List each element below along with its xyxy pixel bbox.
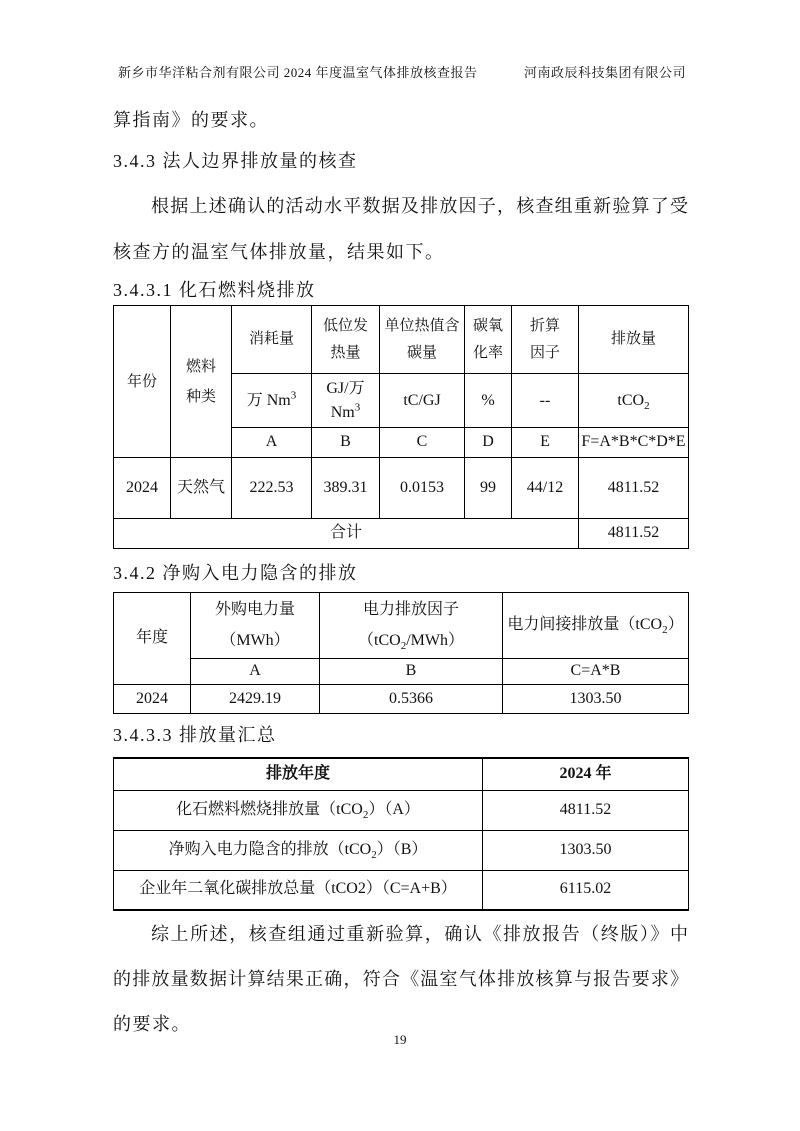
t3-2024-header-cell: 2024 年 — [483, 758, 689, 790]
t2-emission-factor-value-cell: 0.5366 — [320, 685, 503, 714]
page-number: 19 — [393, 1032, 407, 1047]
t1-conversion-factor-unit-cell: -- — [512, 374, 579, 428]
t1-ncv-value-cell: 389.31 — [312, 458, 380, 519]
t2-purchased-power-value-cell: 2429.19 — [191, 685, 320, 714]
t1-oxidation-rate-header-cell: 碳氧 化率 — [465, 306, 512, 374]
t3-electricity-value-cell: 1303.50 — [483, 830, 689, 870]
t1-letter-c-cell: C — [380, 428, 465, 458]
t1-year-value-cell: 2024 — [114, 458, 171, 519]
t3-electricity-label-cell: 净购入电力隐含的排放（tCO$_2$）（B） — [114, 830, 483, 870]
closing-paragraph-line-3: 的要求。 — [113, 1014, 191, 1034]
t3-fossil-label-cell: 化石燃料燃烧排放量（tCO$_2$）（A） — [114, 790, 483, 830]
paragraph-3-4-3-line-2: 核查方的温室气体排放量，结果如下。 — [113, 242, 445, 262]
t1-consumption-value-cell: 222.53 — [232, 458, 312, 519]
t3-total-value-cell: 6115.02 — [483, 870, 689, 910]
t1-emission-unit-cell: tCO$_2$ — [579, 374, 689, 428]
heading-3-4-3-1: 3.4.3.1 化石燃料烧排放 — [113, 280, 316, 300]
header-left-text: 新乡市华洋粘合剂有限公司 2024 年度温室气体排放核查报告 — [118, 65, 478, 80]
heading-3-4-3: 3.4.3 法人边界排放量的核查 — [113, 151, 358, 171]
header-right-text: 河南政辰科技集团有限公司 — [523, 65, 686, 80]
t2-year-value-cell: 2024 — [114, 685, 191, 714]
t1-year-header-cell: 年份 — [114, 306, 171, 458]
electricity-emission-table — [113, 592, 689, 714]
t1-letter-e-cell: E — [512, 428, 579, 458]
t3-fossil-value-cell: 4811.52 — [483, 790, 689, 830]
t2-purchased-power-header-cell: 外购电力量 （MWh） — [191, 593, 320, 659]
t1-fuel-type-value-cell: 天然气 — [171, 458, 232, 519]
t2-letter-a-cell: A — [191, 659, 320, 685]
fossil-fuel-emission-table — [113, 305, 689, 549]
t1-formula-cell: F=A*B*C*D*E — [579, 428, 689, 458]
paragraph-continuation-line: 算指南》的要求。 — [113, 110, 269, 130]
t1-conversion-factor-value-cell: 44/12 — [512, 458, 579, 519]
t2-emission-factor-header-cell: 电力排放因子 （tCO$_2$/MWh） — [320, 593, 503, 659]
t2-year-header-cell: 年度 — [114, 593, 191, 685]
t2-formula-cell: C=A*B — [503, 659, 689, 685]
t1-fuel-type-header-cell: 燃料 种类 — [171, 306, 232, 458]
t1-carbon-content-header-cell: 单位热值含 碳量 — [380, 306, 465, 374]
t2-letter-b-cell: B — [320, 659, 503, 685]
paragraph-3-4-3-line-1: 根据上述确认的活动水平数据及排放因子，核查组重新验算了受 — [151, 196, 688, 216]
heading-3-4-2: 3.4.2 净购入电力隐含的排放 — [113, 563, 358, 583]
running-header — [118, 62, 686, 81]
t1-emission-value-cell: 4811.52 — [579, 458, 689, 519]
t1-letter-d-cell: D — [465, 428, 512, 458]
t1-ncv-header-cell: 低位发 热量 — [312, 306, 380, 374]
t1-ncv-unit-cell: GJ/万 Nm$^3$ — [312, 374, 380, 428]
t1-letter-b-cell: B — [312, 428, 380, 458]
t1-letter-a-cell: A — [232, 428, 312, 458]
t2-indirect-emission-header-cell: 电力间接排放量（tCO$_2$） — [503, 593, 689, 659]
emission-summary-table — [113, 757, 689, 911]
t3-total-label-cell: 企业年二氧化碳排放总量（tCO2）（C=A+B） — [114, 870, 483, 910]
t1-oxidation-rate-value-cell: 99 — [465, 458, 512, 519]
t1-total-value-cell: 4811.52 — [579, 519, 689, 549]
t1-consumption-unit-cell: 万 Nm$^3$ — [232, 374, 312, 428]
heading-3-4-3-3: 3.4.3.3 排放量汇总 — [113, 725, 277, 745]
t1-carbon-content-value-cell: 0.0153 — [380, 458, 465, 519]
closing-paragraph-line-1: 综上所述，核查组通过重新验算，确认《排放报告（终版）》中 — [151, 924, 688, 944]
t1-emission-header-cell: 排放量 — [579, 306, 689, 374]
t1-oxidation-rate-unit-cell: % — [465, 374, 512, 428]
t1-consumption-header-cell: 消耗量 — [232, 306, 312, 374]
closing-paragraph-line-2: 的排放量数据计算结果正确，符合《温室气体排放核算与报告要求》 — [113, 969, 688, 989]
t1-conversion-factor-header-cell: 折算 因子 — [512, 306, 579, 374]
t3-year-header-cell: 排放年度 — [114, 758, 483, 790]
t1-total-label-cell: 合计 — [114, 519, 579, 549]
t1-carbon-content-unit-cell: tC/GJ — [380, 374, 465, 428]
t2-indirect-emission-value-cell: 1303.50 — [503, 685, 689, 714]
